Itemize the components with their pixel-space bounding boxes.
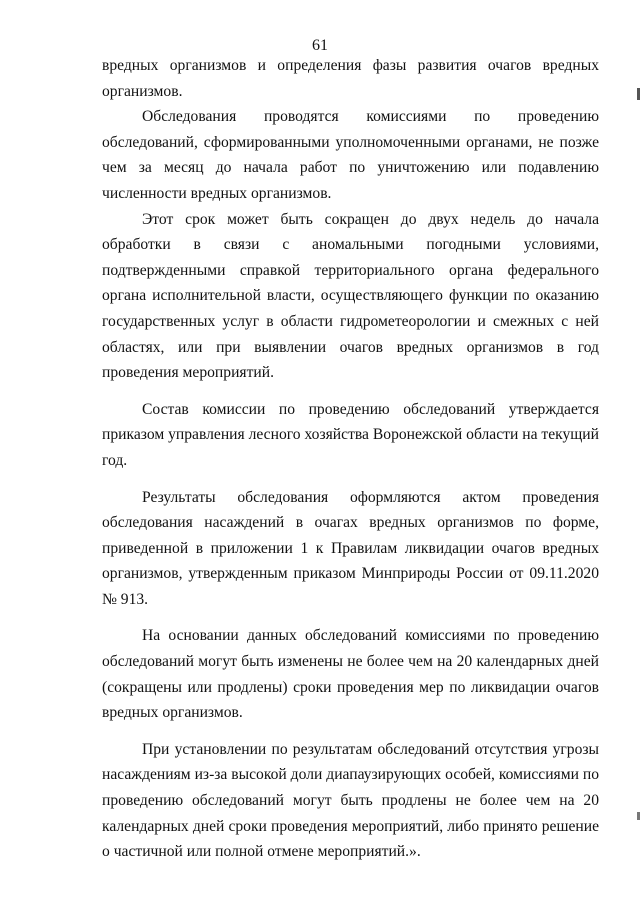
paragraph-inspection-results: Результаты обследования оформляются актом проведения обследования насаждений в очагах вредных организмов по форме, приведенной в приложении 1 к Правилам ликвидации очагов вредных организмов, утвержденным приказом Минприроды России от 09.11.2020 № 913.: [102, 488, 599, 608]
page-number: 61: [312, 37, 328, 54]
paragraph-continuation: вредных организмов и определения фазы развития очагов вредных организмов.: [102, 57, 599, 100]
paragraph-inspection-commissions: Обследования проводятся комиссиями по проведению обследований, сформированными уполномоченными органами, не позже чем за месяц до начала работ по уничтожению или подавлению численности вредных организмов.: [102, 108, 599, 202]
paragraph-threat-absence: При установлении по результатам обследований отсутствия угрозы насаждениям из-за высокой доли диапаузирующих особей, комиссиями по проведению обследований могут быть продлены не более чем на 20 календарных дней сроки проведения мероприятий, либо принято решение о частичной или полной отмене мероприятий.».: [102, 740, 599, 861]
paragraph-term-changes: На основании данных обследований комиссиями по проведению обследований могут быть изменены не более чем на 20 календарных дней (сокращены или продлены) сроки проведения мер по ликвидации очагов вредных организмов.: [102, 627, 599, 722]
paragraph-commission-composition: Состав комиссии по проведению обследований утверждается приказом управления лесного хозяйства Воронежской области на текущий год.: [102, 400, 599, 469]
paragraph-term-reduction: Этот срок может быть сокращен до двух недель до начала обработки в связи с аномальными погодными условиями, подтвержденными справкой территориального органа федерального органа исполнительной власти, осуществляющего функции по оказанию государственных услуг в области гидрометеорологии и смежных с ней областях, или при выявлении очагов вредных организмов в год проведения мероприятий.: [102, 210, 599, 382]
document-body: [102, 53, 599, 865]
